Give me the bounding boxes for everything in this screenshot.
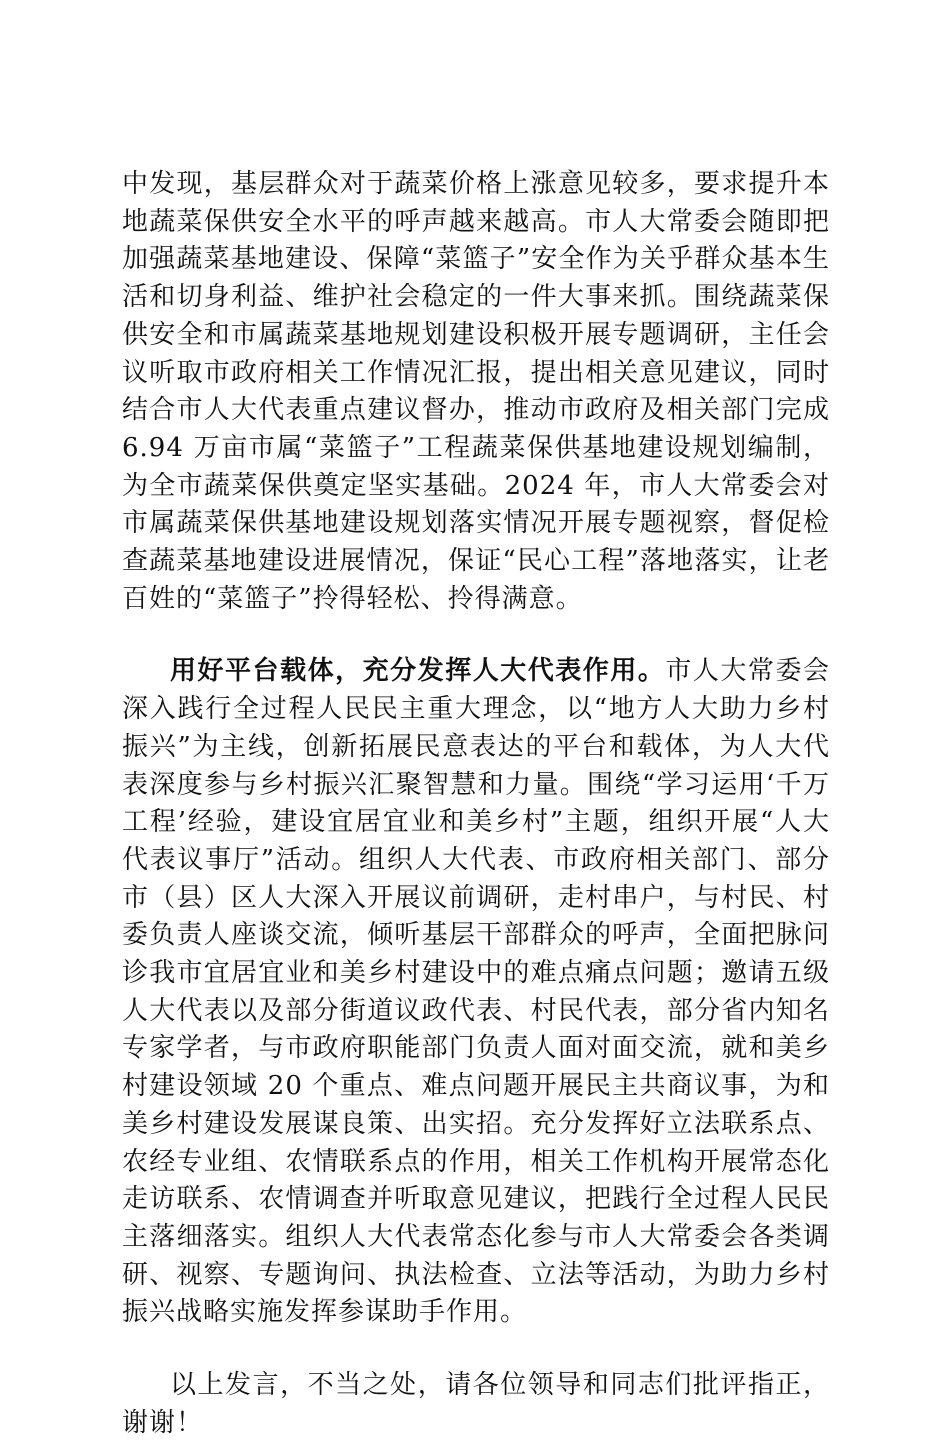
paragraph-lead-heading: 用好平台载体，充分发挥人大代表作用。 [170, 656, 666, 687]
document-body [122, 166, 830, 1443]
paragraph-deputies-platform [122, 653, 830, 1332]
paragraph-text: 以上发言，不当之处，请各位领导和同志们批评指正，谢谢！ [122, 1370, 830, 1438]
paragraph-text: 市人大常委会深入践行全过程人民民主重大理念，以“地方人大助力乡村振兴”为主线，创新拓展民意表达的平台和载体，为人大代表深度参与乡村振兴汇聚智慧和力量。围绕“学习运用‘千万工程’经验，建设宜居宜业和美乡村”主题，组织开展“人大代表议事厅”活动。组织人大代表、市政府相关部门、部分市（县）区人大深入开展议前调研，走村串户，与村民、村委负责人座谈交流，倾听基层干部群众的呼声，全面把脉问诊我市宜居宜业和美乡村建设中的难点痛点问题；邀请五级人大代表以及部分街道议政代表、村民代表，部分省内知名专家学者，与市政府职能部门负责人面对面交流，就和美乡村建设领域 20 个重点、难点问题开展民主共商议事，为和美乡村建设发展谋良策、出实招。充分发挥好立法联系点、农经专业组、农情联系点的作用，相关工作机构开展常态化走访联系、农情调查并听取意见建议，把践行全过程人民民主落细落实。组织人大代表常态化参与市人大常委会各类调研、视察、专题询问、执法检查、立法等活动，为助力乡村振兴战略实施发挥参谋助手作用。 [122, 656, 830, 1328]
paragraph-text: 中发现，基层群众对于蔬菜价格上涨意见较多，要求提升本地蔬菜保供安全水平的呼声越来越高。市人大常委会随即把加强蔬菜基地建设、保障“菜篮子”安全作为关乎群众基本生活和切身利益、维护社会稳定的一件大事来抓。围绕蔬菜保供安全和市属蔬菜基地规划建设积极开展专题调研，主任会议听取市政府相关工作情况汇报，提出相关意见建议，同时结合市人大代表重点建议督办，推动市政府及相关部门完成 6.94 万亩市属“菜篮子”工程蔬菜保供基地建设规划编制，为全市蔬菜保供奠定坚实基础。2024 年，市人大常委会对市属蔬菜保供基地建设规划落实情况开展专题视察，督促检查蔬菜基地建设进展情况，保证“民心工程”落地落实，让老百姓的“菜篮子”拎得轻松、拎得满意。 [122, 169, 830, 614]
paragraph-closing-remarks [122, 1367, 830, 1442]
paragraph-vegetable-supply [122, 166, 830, 618]
